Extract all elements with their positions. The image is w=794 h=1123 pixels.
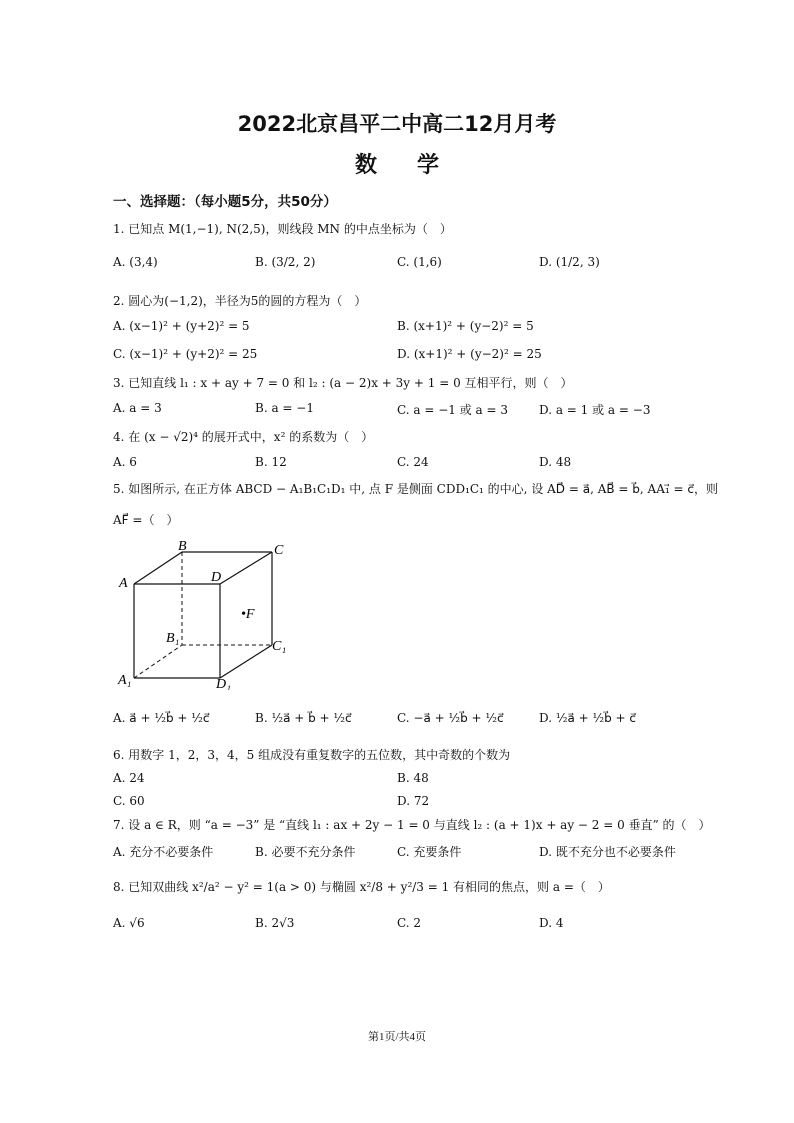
question-6-stem: 6. 用数字 1，2，3，4，5 组成没有重复数字的五位数，其中奇数的个数为 — [113, 748, 511, 762]
question-3-option-d: D. a = 1 或 a = −3 — [539, 403, 651, 417]
question-3-option-b: B. a = −1 — [255, 401, 314, 415]
vertex-label-c1: C₁ — [272, 639, 287, 654]
question-2-option-b: B. (x+1)² + (y−2)² = 5 — [397, 319, 534, 333]
question-5-option-d: D. ½a⃗ + ½b⃗ + c⃗ — [539, 711, 637, 725]
question-5-stem-continued: AF⃗ =（ ） — [113, 513, 179, 527]
question-4-option-b: B. 12 — [255, 455, 287, 469]
question-7-option-d: D. 既不充分也不必要条件 — [539, 845, 676, 859]
vertex-label-b1: B₁ — [166, 631, 180, 646]
exam-title: 2022北京昌平二中高二12月月考 — [237, 112, 557, 136]
question-2-option-a: A. (x−1)² + (y+2)² = 5 — [113, 319, 250, 333]
vertex-label-d1: D₁ — [216, 677, 231, 690]
question-7-option-b: B. 必要不充分条件 — [255, 845, 356, 859]
vertex-label-d: D — [211, 570, 222, 585]
question-7-stem: 7. 设 a ∈ R，则 “a = −3” 是 “直线 l₁ : ax + 2y − 1 = 0 与直线 l₂ : (a + 1)x + ay − 2 = 0 垂直” 的（ ） — [113, 818, 711, 832]
subject-heading: 数学 — [354, 153, 479, 178]
question-6-option-b: B. 48 — [397, 771, 429, 785]
question-4-option-a: A. 6 — [113, 455, 137, 469]
question-2-option-c: C. (x−1)² + (y+2)² = 25 — [113, 347, 258, 361]
question-1-option-c: C. (1,6) — [397, 255, 442, 269]
question-3-stem: 3. 已知直线 l₁ : x + ay + 7 = 0 和 l₂ : (a − 2)x + 3y + 1 = 0 互相平行，则（ ） — [113, 376, 573, 390]
cube-figure — [112, 540, 302, 690]
question-1-option-d: D. (1/2, 3) — [539, 255, 600, 269]
question-8-option-a: A. √6 — [113, 916, 145, 930]
question-1-stem: 1. 已知点 M(1,−1), N(2,5)，则线段 MN 的中点坐标为（ ） — [113, 222, 452, 236]
question-4-stem: 4. 在 (x − √2)⁴ 的展开式中，x² 的系数为（ ） — [113, 430, 374, 444]
question-8-option-d: D. 4 — [539, 916, 564, 930]
edge-a1-b1 — [134, 645, 182, 678]
question-5-option-a: A. a⃗ + ½b⃗ + ½c⃗ — [113, 711, 210, 725]
vertex-label-b: B — [178, 540, 187, 554]
section-heading: 一、选择题：（每小题5分，共50分） — [113, 194, 337, 210]
question-2-option-d: D. (x+1)² + (y−2)² = 25 — [397, 347, 542, 361]
vertex-label-a1: A₁ — [118, 673, 132, 688]
point-label-f: •F — [241, 607, 255, 622]
question-6-option-a: A. 24 — [113, 771, 145, 785]
question-4-option-d: D. 48 — [539, 455, 572, 469]
question-8-option-c: C. 2 — [397, 916, 422, 930]
question-2-stem: 2. 圆心为(−1,2)，半径为5的圆的方程为（ ） — [113, 294, 367, 308]
question-5-option-b: B. ½a⃗ + b⃗ + ½c⃗ — [255, 711, 352, 725]
edge-a-b — [134, 552, 182, 584]
question-8-stem: 8. 已知双曲线 x²/a² − y² = 1(a > 0) 与椭圆 x²/8 + y²/3 = 1 有相同的焦点，则 a =（ ） — [113, 880, 610, 894]
question-4-option-c: C. 24 — [397, 455, 429, 469]
question-7-option-c: C. 充要条件 — [397, 845, 462, 859]
question-3-option-a: A. a = 3 — [113, 401, 162, 415]
question-5-stem: 5. 如图所示, 在正方体 ABCD − A₁B₁C₁D₁ 中, 点 F 是侧面 CDD₁C₁ 的中心, 设 AD⃗ = a⃗, AB⃗ = b⃗, AA₁⃗ = c⃗，则 — [113, 482, 718, 496]
question-6-option-d: D. 72 — [397, 794, 430, 808]
edge-d1-c1 — [220, 645, 272, 678]
vertex-label-c: C — [274, 543, 284, 558]
question-5-option-c: C. −a⃗ + ½b⃗ + ½c⃗ — [397, 711, 504, 725]
question-7-option-a: A. 充分不必要条件 — [113, 845, 214, 859]
edge-d-c — [220, 552, 272, 584]
question-1-option-a: A. (3,4) — [113, 255, 158, 269]
question-1-option-b: B. (3/2, 2) — [255, 255, 316, 269]
question-8-option-b: B. 2√3 — [255, 916, 295, 930]
page-footer: 第1页/共4页 — [367, 1031, 427, 1043]
question-3-option-c: C. a = −1 或 a = 3 — [397, 403, 509, 417]
question-6-option-c: C. 60 — [113, 794, 145, 808]
vertex-label-a: A — [119, 576, 128, 591]
